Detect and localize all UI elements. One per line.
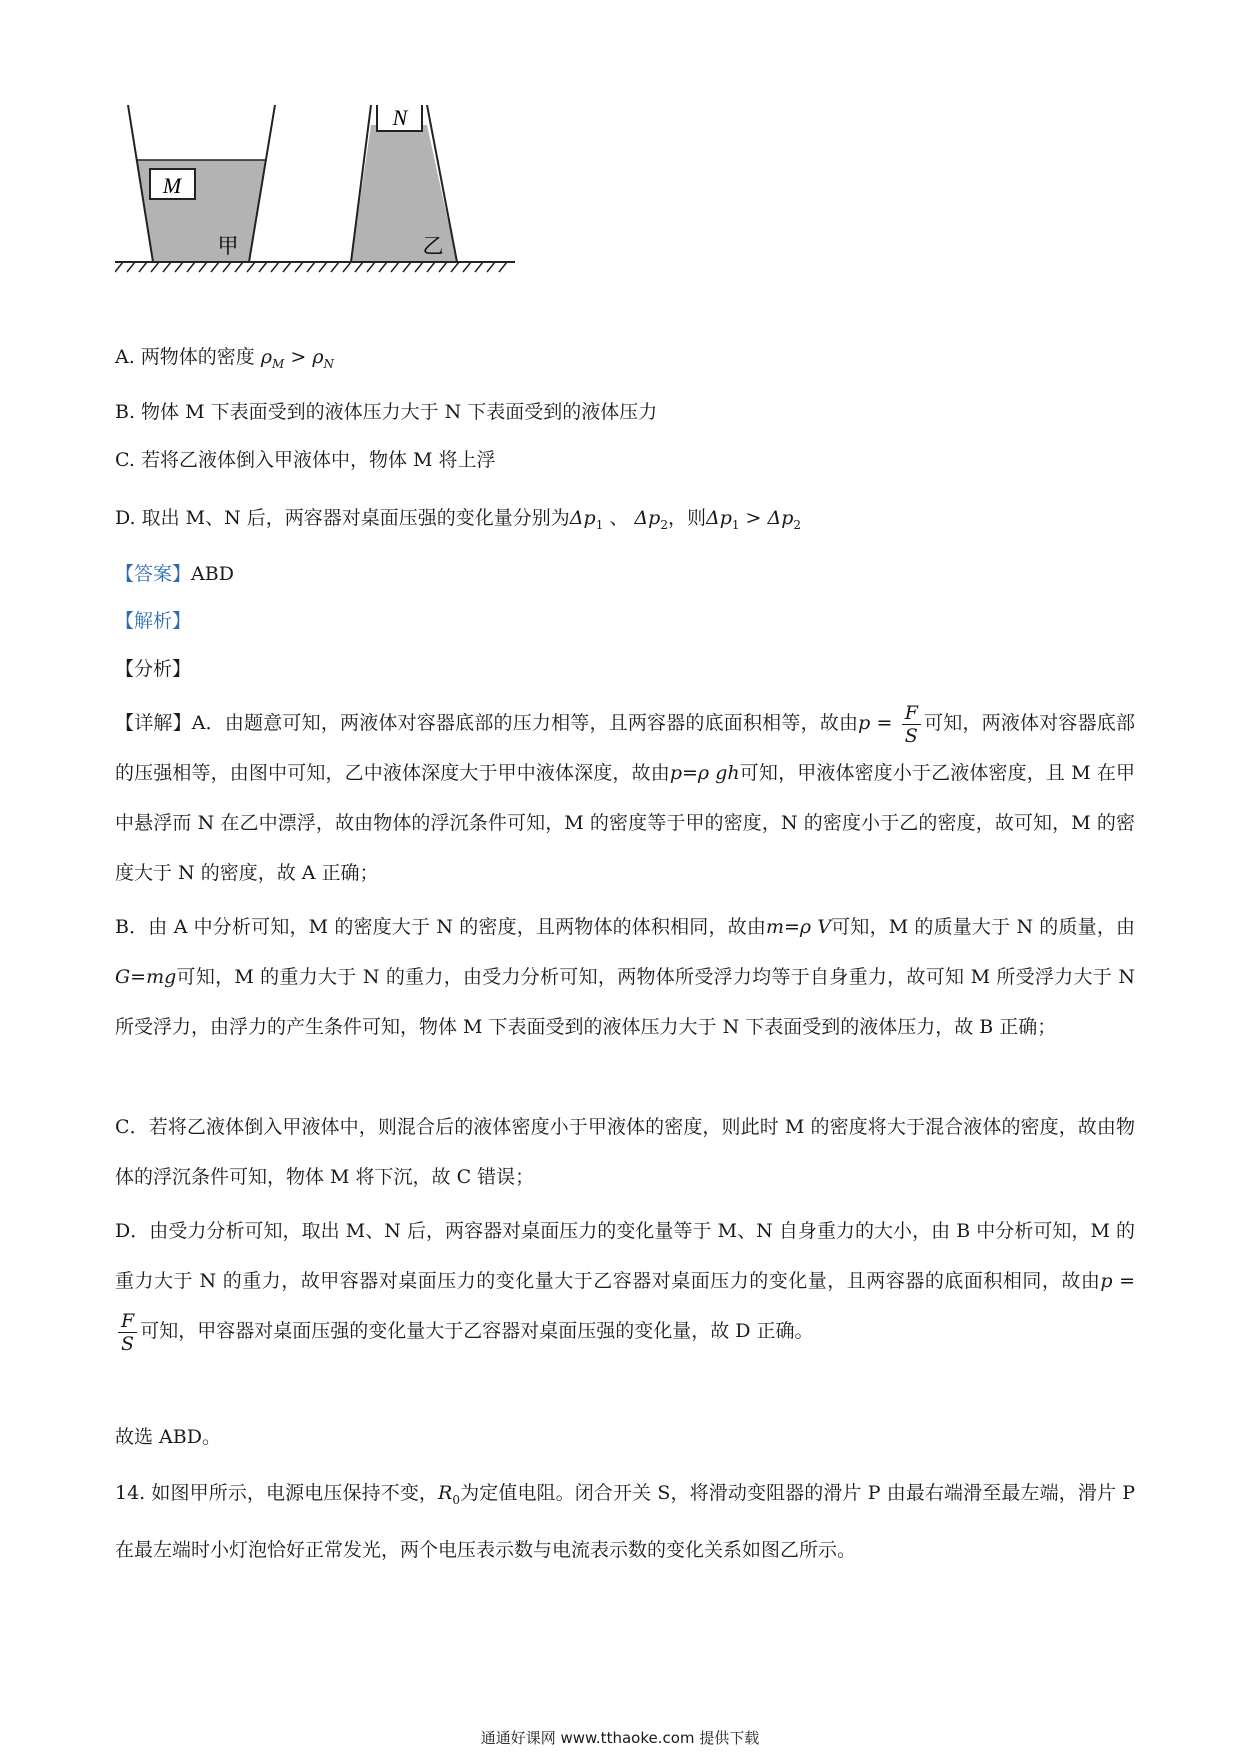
detail-b: B．由 A 中分析可知，M 的密度大于 N 的密度，且两物体的体积相同，故由m=ρ V可知，M 的质量大于 N 的质量，由G=mg可知，M 的重力大于 N 的重力，由受力分析可知，两物体所受浮力均等于自身重力，故可知 M 所受浮力大于 N 所受浮力，由浮力的产生条件可知，物体 M 下表面受到的液体压力大于 N 下表面受到的液体压力，故 B 正确； (115, 916, 1136, 1038)
option-c: C. 若将乙液体倒入甲液体中，物体 M 将上浮 (115, 449, 496, 471)
option-a: A. 两物体的密度 $\rho_M > \rho_N$ (115, 346, 334, 371)
containers-figure (115, 105, 585, 305)
answer-value: ABD (191, 563, 234, 585)
label-jia: 甲 (217, 234, 239, 258)
fraction-f-over-s-2: $\frac{F}{S}$ (118, 1310, 137, 1355)
detail-d: D．由受力分析可知，取出 M、N 后，两容器对桌面压力的变化量等于 M、N 自身重力的大小，由 B 中分析可知，M 的重力大于 N 的重力，故甲容器对桌面压力的变化量大于乙容器对桌面压力的变化量，且两容器的底面积相同，故由p = $\frac{F}{S}$ 可知，甲容器对桌面压强的变化量大于乙容器对桌面压强的变化量，故 D 正确。 (115, 1220, 1135, 1355)
option-b: B. 物体 M 下表面受到的液体压力大于 N 下表面受到的液体压力 (115, 401, 658, 423)
detail-tag: 【详解】 (115, 712, 192, 734)
label-n: N (392, 105, 408, 130)
detail-a: 【详解】A．由题意可知，两液体对容器底部的压力相等，且两容器的底面积相等，故由p = $\frac{F}{S}$ 可知，两液体对容器底部的压强相等，由图中可知，乙中液体深度大于甲中液体深度，故由p=ρ gh可知，甲液体密度小于乙液体密度，且 M 在甲中悬浮而 N 在乙中漂浮，故由物体的浮沉条件可知，M 的密度等于甲的密度，N 的密度小于乙的密度，故可知，M 的密度大于 N 的密度，故 A 正确； (115, 701, 1135, 884)
fenxi-tag: 【分析】 (115, 658, 192, 680)
label-yi: 乙 (422, 234, 444, 258)
answer-line (115, 560, 234, 588)
ground-hatching (115, 262, 507, 272)
question-14: 14. 如图甲所示，电源电压保持不变，$R_0$为定值电阻。闭合开关 S，将滑动变阻器的滑片 P 由最右端滑至最左端，滑片 P 在最左端时小灯泡恰好正常发光，两个电压表示数与电流表示数的变化关系如图乙所示。 (115, 1482, 1135, 1561)
fraction-f-over-s: $\frac{F}{S}$ (902, 702, 921, 747)
analysis-tag: 【解析】 (115, 610, 192, 632)
footer-watermark: 通通好课网 www.tthaoke.com 提供下载 (480, 1729, 760, 1747)
detail-c: C．若将乙液体倒入甲液体中，则混合后的液体密度小于甲液体的密度，则此时 M 的密度将大于混合液体的密度，故由物体的浮沉条件可知，物体 M 将下沉，故 C 错误； (115, 1116, 1135, 1188)
conclusion: 故选 ABD。 (115, 1426, 221, 1448)
option-d: D. 取出 M、N 后，两容器对桌面压强的变化量分别为$\Delta p_1$ 、 $\Delta p_2$，则$\Delta p_1 > \Delta p_2$ (115, 507, 802, 532)
label-m: M (162, 173, 182, 198)
answer-tag: 【答案】 (115, 563, 192, 585)
